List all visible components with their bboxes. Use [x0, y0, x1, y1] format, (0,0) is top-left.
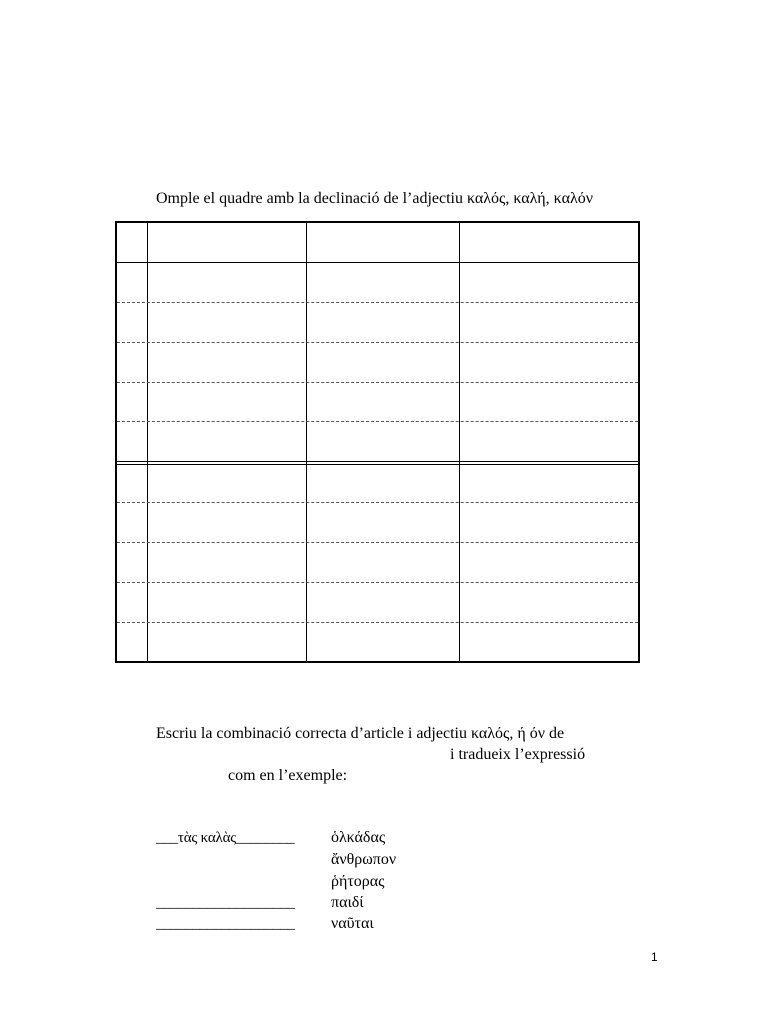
table-section-divider — [117, 461, 638, 465]
table-header-divider — [117, 262, 638, 263]
exercise-item-noun: ῥήτορας — [331, 873, 385, 890]
exercise-item-noun: ναῦται — [331, 915, 374, 932]
table-column-line — [459, 223, 460, 661]
page-number: 1 — [651, 950, 658, 964]
exercise-item-blank[interactable]: ___τὰς καλὰς________ — [156, 830, 295, 846]
table-row-divider — [117, 502, 638, 503]
declension-table — [115, 221, 640, 663]
table-row-divider — [117, 382, 638, 383]
table-row-divider — [117, 542, 638, 543]
table-row-divider — [117, 421, 638, 422]
table-row-divider — [117, 302, 638, 303]
table-column-line — [147, 223, 148, 661]
exercise-2-instruction-line1: Escriu la combinació correcta d’article i adjectiu καλός, ή όν de — [156, 725, 565, 742]
exercise-item-blank[interactable]: ___________________ — [156, 895, 295, 911]
exercise-2-instruction-line2: i tradueix l’expressió — [450, 746, 586, 763]
exercise-1-instruction: Omple el quadre amb la declinació de l’adjectiu καλός, καλή, καλόν — [156, 190, 593, 207]
exercise-item-noun: ὁλκάδας — [331, 829, 386, 846]
exercise-item-noun: παιδί — [331, 894, 364, 911]
exercise-item-blank[interactable]: ___________________ — [156, 916, 295, 932]
exercise-2-instruction-line3: com en l’exemple: — [228, 767, 348, 784]
table-row-divider — [117, 622, 638, 623]
table-row-divider — [117, 342, 638, 343]
table-row-divider — [117, 582, 638, 583]
exercise-item-noun: ἄνθρωπον — [331, 851, 397, 868]
table-column-line — [306, 223, 307, 661]
